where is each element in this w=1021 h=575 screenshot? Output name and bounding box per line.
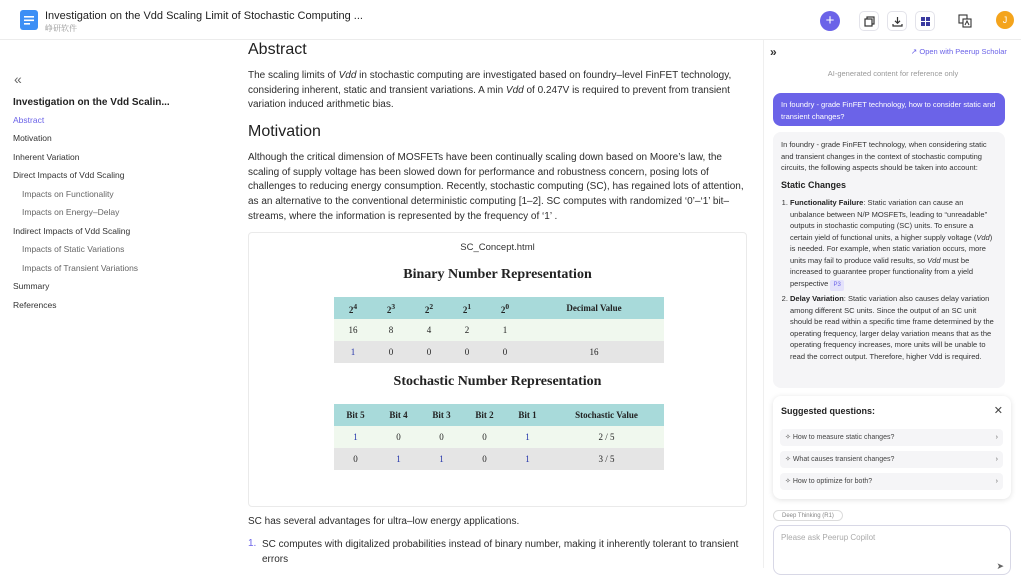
- abstract-heading: Abstract: [248, 41, 307, 58]
- table-cell: 3 / 5: [549, 448, 664, 470]
- toc-item-motivation[interactable]: Motivation: [13, 133, 52, 143]
- toc-item-impacts-energy-delay[interactable]: Impacts on Energy–Delay: [22, 207, 120, 217]
- table-cell: [524, 319, 664, 341]
- translate-button[interactable]: [955, 11, 975, 31]
- table-cell: 1: [506, 448, 549, 470]
- toc-item-transient-variations[interactable]: Impacts of Transient Variations: [22, 263, 139, 273]
- stochastic-header-cell: Bit 1: [506, 404, 549, 426]
- table-cell: 0: [463, 448, 506, 470]
- table-cell: 0: [448, 341, 486, 363]
- answer-bubble: [773, 132, 1005, 388]
- table-cell: 1: [377, 448, 420, 470]
- answer-point: 1. Functionality Failure: Static variation can cause an unbalance between N/P MOSFETs, leading to “unreadable” outputs in stochastic computing (SC) units. To ensure a certain yield of functional units, a higher supply voltage (Vdd) is needed. For example, when static variation occurs, more units may fail to produce valid results, so Vdd must be increased to guarantee proper functionality from a yield perspective P3: [790, 197, 997, 291]
- advantages-paragraph: SC has several advantages for ultra–low energy applications.: [248, 516, 520, 527]
- document-title: Investigation on the Vdd Scaling Limit of Stochastic Computing ...: [45, 10, 363, 22]
- toc-heading[interactable]: Investigation on the Vdd Scalin...: [13, 97, 170, 108]
- toc-item-direct-impacts[interactable]: Direct Impacts of Vdd Scaling: [13, 170, 125, 180]
- table-cell: 0: [377, 426, 420, 448]
- deep-thinking-toggle[interactable]: Deep Thinking (R1): [773, 510, 843, 521]
- collapse-panel-icon[interactable]: »: [770, 45, 777, 59]
- table-cell: 0: [372, 341, 410, 363]
- toc-item-static-variations[interactable]: Impacts of Static Variations: [22, 244, 125, 254]
- user-avatar[interactable]: J: [996, 11, 1014, 29]
- send-icon[interactable]: ➤: [996, 561, 1004, 571]
- copy-button[interactable]: [859, 11, 879, 31]
- stochastic-header-cell: Bit 2: [463, 404, 506, 426]
- list-item: SC computes with digitalized probabilities instead of binary number, making it inherently tolerant to transient errors: [262, 539, 739, 565]
- suggested-title: Suggested questions:: [781, 406, 876, 416]
- binary-header-cell: Decimal Value: [524, 297, 664, 319]
- collapse-toc-icon[interactable]: «: [14, 71, 22, 87]
- document-content: [248, 40, 748, 568]
- stochastic-header-cell: Stochastic Value: [549, 404, 664, 426]
- download-icon: [892, 16, 903, 27]
- motivation-heading: Motivation: [248, 123, 321, 140]
- external-link-icon: ↗: [911, 47, 920, 56]
- binary-header-cell: $2^1$: [448, 297, 486, 319]
- chevron-right-icon: ›: [995, 434, 998, 441]
- toc-item-inherent-variation[interactable]: Inherent Variation: [13, 152, 80, 162]
- stochastic-table: [334, 404, 664, 470]
- suggested-question[interactable]: ✧ How to measure static changes? ›: [780, 429, 1003, 446]
- toc-item-indirect-impacts[interactable]: Indirect Impacts of Vdd Scaling: [13, 226, 131, 236]
- binary-header-cell: $2^2$: [410, 297, 448, 319]
- abstract-paragraph: The scaling limits of Vdd in stochastic computing are investigated based on foundry–level FinFET technology, considering inherent, static and transient variations. A min Vdd of 0.247V is required to prevent from transient variation induced arithmetic bias.: [248, 70, 732, 111]
- toc-item-abstract[interactable]: Abstract: [13, 115, 45, 125]
- list-number: 1.: [248, 538, 257, 549]
- stochastic-header-cell: Bit 5: [334, 404, 377, 426]
- open-peerup-link[interactable]: ↗ Open with Peerup Scholar: [911, 47, 1007, 56]
- table-cell: 16: [334, 319, 372, 341]
- table-cell: 1: [334, 426, 377, 448]
- grid-icon: [920, 16, 931, 27]
- top-bar: [0, 0, 1021, 40]
- user-question-bubble: In foundry - grade FinFET technology, how to consider static and transient changes?: [773, 93, 1005, 126]
- sparkle-icon: ✧: [785, 456, 793, 463]
- table-cell: 1: [506, 426, 549, 448]
- toc-item-references[interactable]: References: [13, 300, 57, 310]
- table-cell: 0: [463, 426, 506, 448]
- table-cell: 4: [410, 319, 448, 341]
- sparkle-icon: ✧: [785, 478, 793, 485]
- suggested-questions: [773, 396, 1011, 499]
- stochastic-header-cell: Bit 3: [420, 404, 463, 426]
- answer-heading: Static Changes: [781, 179, 847, 190]
- stochastic-table-title: Stochastic Number Representation: [393, 374, 602, 389]
- table-cell: 1: [334, 341, 372, 363]
- table-cell: 8: [372, 319, 410, 341]
- binary-header-cell: $2^0$: [486, 297, 524, 319]
- table-cell: 1: [420, 448, 463, 470]
- grid-view-button[interactable]: [915, 11, 935, 31]
- embed-filename: SC_Concept.html: [460, 242, 535, 253]
- table-row: [334, 341, 664, 363]
- sparkle-icon: ✧: [785, 434, 793, 441]
- document-icon: [20, 10, 38, 30]
- suggested-question[interactable]: ✧ How to optimize for both? ›: [780, 473, 1003, 490]
- answer-point: 2. Delay Variation: Static variation also causes delay variation among different SC units. Since the output of an SC unit should be read within a specific time frame determined by the operating frequency, larger delay variation means that as the operating frequency increases, more units will be unable to read the correct output. Therefore, higher Vdd is required.: [790, 293, 997, 362]
- stochastic-header-cell: Bit 4: [377, 404, 420, 426]
- copy-icon: [864, 16, 875, 27]
- download-button[interactable]: [887, 11, 907, 31]
- table-row: [334, 319, 664, 341]
- binary-table-title: Binary Number Representation: [403, 267, 592, 282]
- citation-tag[interactable]: P3: [830, 280, 843, 292]
- new-chat-button[interactable]: +: [820, 11, 840, 31]
- ai-disclaimer: AI-generated content for reference only: [827, 69, 959, 78]
- toc-item-summary[interactable]: Summary: [13, 281, 50, 291]
- close-icon[interactable]: ✕: [993, 405, 1003, 417]
- toc-item-impacts-functionality[interactable]: Impacts on Functionality: [22, 189, 114, 199]
- table-cell: 0: [334, 448, 377, 470]
- table-row: [334, 448, 664, 470]
- table-cell: 16: [524, 341, 664, 363]
- binary-header-cell: $2^3$: [372, 297, 410, 319]
- embedded-figure: [248, 232, 747, 507]
- table-cell: 2: [448, 319, 486, 341]
- table-row: [334, 426, 664, 448]
- binary-table: [334, 297, 664, 363]
- table-cell: 2 / 5: [549, 426, 664, 448]
- table-cell: 0: [410, 341, 448, 363]
- table-cell: 1: [486, 319, 524, 341]
- translate-icon: [958, 14, 972, 28]
- suggested-question[interactable]: ✧ What causes transient changes? ›: [780, 451, 1003, 468]
- binary-header-cell: $2^4$: [334, 297, 372, 319]
- copilot-panel: [763, 40, 1021, 571]
- answer-intro: In foundry - grade FinFET technology, when considering static and transient changes in the context of stochastic computing circuits, the following aspects should be taken into account:: [781, 140, 987, 172]
- table-cell: 0: [420, 426, 463, 448]
- document-source: 峥研软件: [45, 24, 77, 33]
- table-cell: 0: [486, 341, 524, 363]
- table-of-contents: [0, 40, 190, 568]
- chevron-right-icon: ›: [995, 478, 998, 485]
- chat-input[interactable]: [781, 533, 996, 542]
- motivation-paragraph: Although the critical dimension of MOSFETs have been continually scaling down based on Moore’s law, the scaling of supply voltage has been slowed down for performance and robustness concern, posing lots of challenges to reducing energy consumption. Recently, stochastic computing (SC), has regained lots of attention, as an alternative to the conventional deterministic computing [1–2]. SC computes with randomized ‘0’–‘1’ bit–streams, where the information is represented by the frequency of ‘1’ .: [248, 152, 744, 222]
- chevron-right-icon: ›: [995, 456, 998, 463]
